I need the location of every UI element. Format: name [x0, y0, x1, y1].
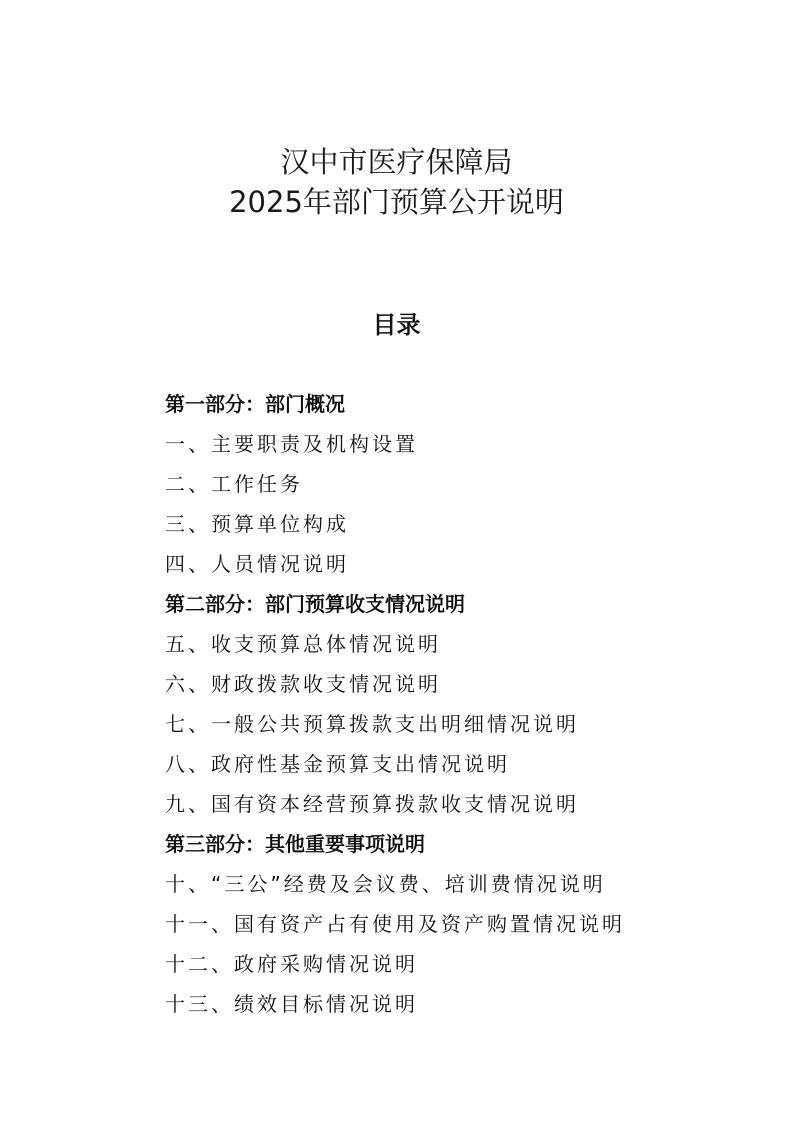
toc-part-2: 第二部分：部门预算收支情况说明	[165, 592, 465, 616]
toc-item-11: 十一、国有资产占有使用及资产购置情况说明	[165, 912, 625, 936]
table-of-contents	[165, 384, 625, 1024]
toc-part-3: 第三部分：其他重要事项说明	[165, 832, 425, 856]
toc-item-13: 十三、绩效目标情况说明	[165, 992, 418, 1016]
toc-item-7: 七、一般公共预算拨款支出明细情况说明	[165, 712, 579, 736]
document-title-line2: 2025年部门预算公开说明	[229, 185, 564, 219]
document-title-line1: 汉中市医疗保障局	[280, 145, 513, 179]
toc-item-2: 二、工作任务	[165, 472, 303, 496]
toc-item-5: 五、收支预算总体情况说明	[165, 632, 441, 656]
toc-item-10: 十、“三公”经费及会议费、培训费情况说明	[165, 872, 606, 896]
toc-item-9: 九、国有资本经营预算拨款收支情况说明	[165, 792, 579, 816]
toc-part-1: 第一部分：部门概况	[165, 392, 345, 416]
toc-item-6: 六、财政拨款收支情况说明	[165, 672, 441, 696]
toc-item-1: 一、主要职责及机构设置	[165, 432, 418, 456]
toc-item-12: 十二、政府采购情况说明	[165, 952, 418, 976]
toc-heading: 目录	[372, 311, 421, 339]
toc-item-4: 四、人员情况说明	[165, 552, 349, 576]
toc-item-8: 八、政府性基金预算支出情况说明	[165, 752, 510, 776]
toc-item-3: 三、预算单位构成	[165, 512, 349, 536]
